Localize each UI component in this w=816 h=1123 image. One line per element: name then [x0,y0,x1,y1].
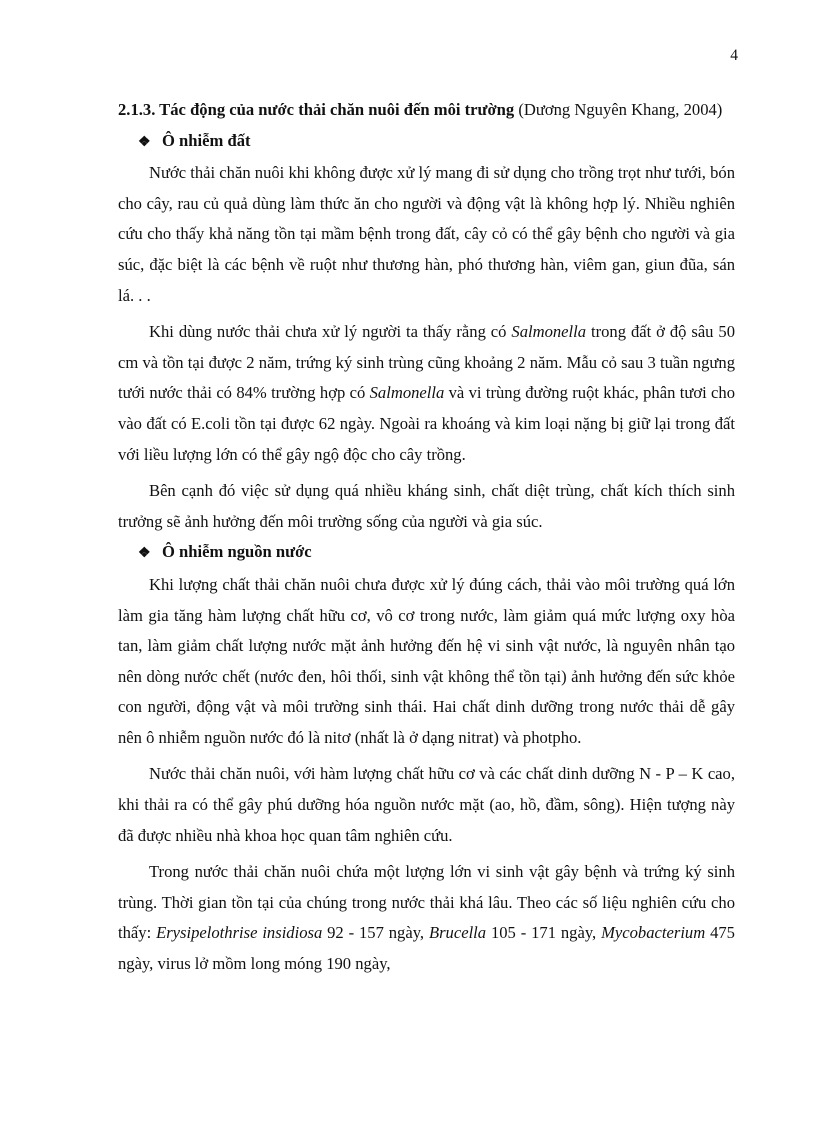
paragraph: Khi lượng chất thải chăn nuôi chưa được xử lý đúng cách, thải vào môi trường quá lớn làm gia tăng hàm lượng chất hữu cơ, vô cơ trong nước, làm giảm quá mức lượng oxy hòa tan, làm giảm chất lượng nước mặt ảnh hưởng đến hệ vi sinh vật nước, là nguyên nhân tạo nên dòng nước chết (nước đen, hôi thối, sinh vật không thể tồn tại) ảnh hưởng đến sức khỏe con người, động vật và môi trường sinh thái. Hai chất dinh dưỡng trong nước thải dễ gây nên ô nhiễm nguồn nước đó là nitơ (nhất là ở dạng nitrat) và photpho. [118,574,735,747]
subsection-title-soil [138,126,735,159]
heading-title: 2.1.3. Tác động của nước thải chăn nuôi đến môi trường [118,100,515,119]
species-name: Salmonella [511,322,587,342]
diamond-bullet-icon: ❖ [138,134,151,150]
paragraph: Nước thải chăn nuôi, với hàm lượng chất hữu cơ và các chất dinh dưỡng N - P – K cao, khi thải ra có thể gây phú dưỡng hóa nguồn nước mặt (ao, hồ, đầm, sông). Hiện tượng này đã được nhiều nhà khoa học quan tâm nghiên cứu. [118,764,735,845]
page-number: 4 [730,47,738,64]
paragraph: Khi dùng nước thải chưa xử lý người ta thấy rằng có Salmonella trong đất ở độ sâu 50 cm và tồn tại được 2 năm, trứng ký sinh trùng cũng khoảng 2 năm. Mẫu cỏ sau 3 tuần ngưng tưới nước thải có 84% trường hợp có Salmonella và vi trùng đường ruột khác, phân tươi cho vào đất có E.coli tồn tại được 62 ngày. Ngoài ra khoáng và kim loại nặng bị giữ lại trong đất với liều lượng lớn có thể gây ngộ độc cho cây trồng. [118,322,735,464]
subsection-title-water [138,537,735,570]
subsection-title-text: Ô nhiễm nguồn nước [162,542,312,562]
species-name: Erysipelothrise insidiosa [156,923,323,943]
paragraph: Trong nước thải chăn nuôi chứa một lượng lớn vi sinh vật gây bệnh và trứng ký sinh trùng. Thời gian tồn tại của chúng trong nước thải khá lâu. Theo các số liệu nghiên cứu cho thấy: Erysipelothrise insidiosa 92 - 157 ngày, Brucella 105 - 171 ngày, Mycobacterium 475 ngày, virus lở mồm long móng 190 ngày, [118,862,735,974]
heading-citation: (Dương Nguyên Khang, 2004) [518,100,723,119]
species-name: Salmonella [369,383,445,403]
section-heading [118,95,735,126]
diamond-bullet-icon: ❖ [138,546,151,562]
species-name: Mycobacterium [601,923,706,943]
paragraph: Nước thải chăn nuôi khi không được xử lý mang đi sử dụng cho trồng trọt như tưới, bón cho cây, rau củ quả dùng làm thức ăn cho người và động vật là không hợp lý. Nhiều nghiên cứu cho thấy khả năng tồn tại mầm bệnh trong đất, cây cỏ có thể gây bệnh cho người và gia súc, đặc biệt là các bệnh về ruột như thương hàn, phó thương hàn, viêm gan, giun đũa, sán lá. . . [118,163,735,305]
paragraph: Bên cạnh đó việc sử dụng quá nhiều kháng sinh, chất diệt trùng, chất kích thích sinh trưởng sẽ ảnh hưởng đến môi trường sống của người và gia súc. [118,481,735,531]
subsection-title-text: Ô nhiễm đất [162,130,251,150]
species-name: Brucella [428,923,487,943]
page-content [118,95,735,980]
